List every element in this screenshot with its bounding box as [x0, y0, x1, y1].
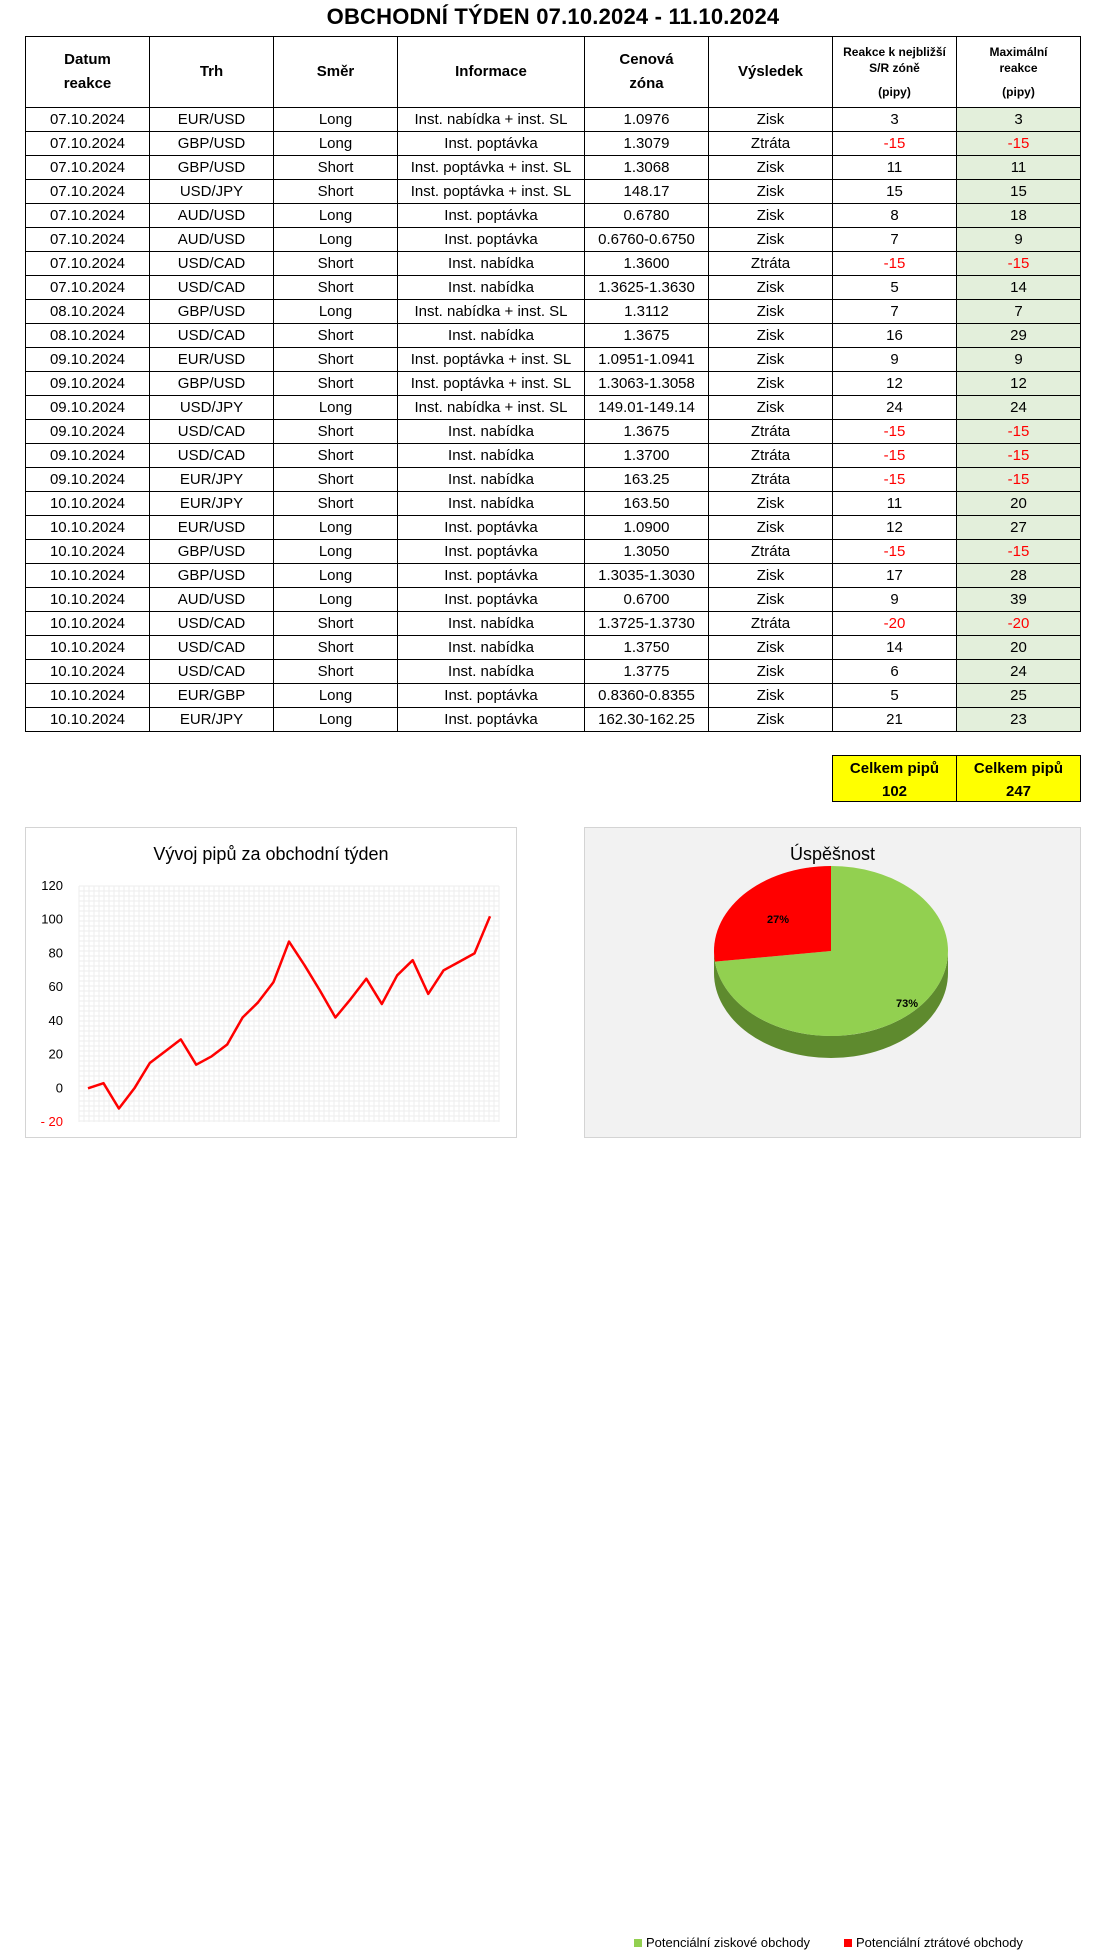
cell-direction: Short	[274, 372, 398, 396]
y-tick-label: 120	[41, 878, 63, 893]
cell-direction: Short	[274, 468, 398, 492]
legend-swatch-loss	[844, 1939, 852, 1947]
cell-direction: Short	[274, 180, 398, 204]
cell-market: USD/CAD	[150, 252, 274, 276]
cell-info: Inst. nabídka	[398, 420, 585, 444]
cell-zone: 1.3068	[585, 156, 709, 180]
cell-info: Inst. poptávka	[398, 228, 585, 252]
cell-date: 09.10.2024	[26, 396, 150, 420]
cell-result: Zisk	[709, 324, 833, 348]
y-tick-label: 80	[49, 945, 63, 960]
cell-reaction: 9	[833, 348, 957, 372]
cell-info: Inst. poptávka	[398, 132, 585, 156]
table-row	[26, 372, 1081, 396]
header-reaction: Reakce k nejbližší S/R zóně (pipy)	[833, 37, 957, 108]
cell-info: Inst. nabídka + inst. SL	[398, 300, 585, 324]
cell-result: Zisk	[709, 660, 833, 684]
cell-info: Inst. nabídka	[398, 324, 585, 348]
cell-info: Inst. nabídka	[398, 276, 585, 300]
cell-market: USD/CAD	[150, 444, 274, 468]
header-result: Výsledek	[709, 37, 833, 108]
cell-zone: 148.17	[585, 180, 709, 204]
header-direction: Směr	[274, 37, 398, 108]
totals-max-value: 247	[957, 780, 1080, 803]
cell-max-reaction: 18	[957, 204, 1081, 228]
pie-chart	[585, 828, 1080, 1098]
cell-direction: Long	[274, 516, 398, 540]
totals-reaction-label: Celkem pipů	[833, 757, 956, 780]
cell-reaction: 21	[833, 708, 957, 732]
cell-market: USD/CAD	[150, 636, 274, 660]
cell-date: 07.10.2024	[26, 132, 150, 156]
cell-result: Zisk	[709, 276, 833, 300]
cell-zone: 0.6760-0.6750	[585, 228, 709, 252]
cell-result: Zisk	[709, 564, 833, 588]
cell-reaction: 7	[833, 300, 957, 324]
table-row	[26, 324, 1081, 348]
cell-date: 07.10.2024	[26, 108, 150, 132]
cell-max-reaction: 27	[957, 516, 1081, 540]
cell-market: GBP/USD	[150, 132, 274, 156]
cell-max-reaction: 20	[957, 636, 1081, 660]
cell-max-reaction: 24	[957, 396, 1081, 420]
cell-zone: 0.6700	[585, 588, 709, 612]
cell-date: 10.10.2024	[26, 636, 150, 660]
table-row	[26, 132, 1081, 156]
cell-result: Zisk	[709, 516, 833, 540]
cell-direction: Short	[274, 612, 398, 636]
cell-max-reaction: -20	[957, 612, 1081, 636]
cell-reaction: 12	[833, 516, 957, 540]
legend-item-win: Potenciální ziskové obchody	[634, 1935, 810, 1950]
cell-result: Zisk	[709, 348, 833, 372]
cell-zone: 1.0951-1.0941	[585, 348, 709, 372]
line-chart	[26, 828, 516, 1137]
cell-zone: 1.3035-1.3030	[585, 564, 709, 588]
cell-result: Zisk	[709, 204, 833, 228]
cell-max-reaction: 39	[957, 588, 1081, 612]
cell-result: Zisk	[709, 708, 833, 732]
cell-info: Inst. poptávka + inst. SL	[398, 156, 585, 180]
cell-result: Ztráta	[709, 444, 833, 468]
cell-reaction: 5	[833, 684, 957, 708]
cell-market: GBP/USD	[150, 300, 274, 324]
cell-result: Ztráta	[709, 468, 833, 492]
cell-result: Zisk	[709, 636, 833, 660]
cell-market: AUD/USD	[150, 204, 274, 228]
pie-chart-title: Úspěšnost	[585, 844, 1080, 865]
cell-zone: 0.8360-0.8355	[585, 684, 709, 708]
cell-info: Inst. nabídka + inst. SL	[398, 108, 585, 132]
cell-result: Ztráta	[709, 540, 833, 564]
cell-market: GBP/USD	[150, 564, 274, 588]
cell-max-reaction: -15	[957, 132, 1081, 156]
cell-date: 10.10.2024	[26, 612, 150, 636]
cell-result: Zisk	[709, 300, 833, 324]
totals-max	[956, 755, 1081, 802]
cell-max-reaction: -15	[957, 252, 1081, 276]
table-row	[26, 156, 1081, 180]
cell-zone: 1.3063-1.3058	[585, 372, 709, 396]
cell-max-reaction: -15	[957, 540, 1081, 564]
cell-info: Inst. nabídka	[398, 660, 585, 684]
table-row	[26, 468, 1081, 492]
cell-market: EUR/USD	[150, 108, 274, 132]
cell-info: Inst. nabídka	[398, 252, 585, 276]
cell-direction: Short	[274, 660, 398, 684]
cell-info: Inst. poptávka	[398, 588, 585, 612]
table-row	[26, 636, 1081, 660]
cell-reaction: -15	[833, 420, 957, 444]
cell-direction: Short	[274, 492, 398, 516]
cell-market: EUR/JPY	[150, 492, 274, 516]
header-zone: Cenová zóna	[585, 37, 709, 108]
cell-date: 09.10.2024	[26, 444, 150, 468]
cell-info: Inst. poptávka + inst. SL	[398, 348, 585, 372]
cell-zone: 1.3750	[585, 636, 709, 660]
cell-direction: Long	[274, 588, 398, 612]
cell-direction: Long	[274, 132, 398, 156]
cell-reaction: 12	[833, 372, 957, 396]
cell-result: Zisk	[709, 492, 833, 516]
trades-table	[25, 36, 1081, 732]
table-row	[26, 588, 1081, 612]
table-row	[26, 708, 1081, 732]
cell-info: Inst. poptávka	[398, 708, 585, 732]
cell-info: Inst. nabídka	[398, 492, 585, 516]
cell-zone: 0.6780	[585, 204, 709, 228]
cell-reaction: -15	[833, 540, 957, 564]
pie-chart-panel	[584, 827, 1081, 1138]
cell-reaction: -15	[833, 444, 957, 468]
cell-zone: 149.01-149.14	[585, 396, 709, 420]
cell-result: Zisk	[709, 228, 833, 252]
legend-swatch-win	[634, 1939, 642, 1947]
cell-max-reaction: 9	[957, 348, 1081, 372]
cell-date: 07.10.2024	[26, 156, 150, 180]
cell-info: Inst. poptávka	[398, 204, 585, 228]
y-tick-label: 20	[49, 1047, 63, 1062]
table-header-row	[26, 37, 1081, 108]
cell-zone: 1.3600	[585, 252, 709, 276]
cell-reaction: 3	[833, 108, 957, 132]
y-tick-label: 100	[41, 912, 63, 927]
cell-zone: 1.3112	[585, 300, 709, 324]
y-tick-label: - 20	[41, 1114, 63, 1129]
cell-max-reaction: 14	[957, 276, 1081, 300]
cell-zone: 1.0976	[585, 108, 709, 132]
cell-reaction: -20	[833, 612, 957, 636]
cell-result: Ztráta	[709, 420, 833, 444]
cell-direction: Short	[274, 324, 398, 348]
cell-market: AUD/USD	[150, 228, 274, 252]
table-row	[26, 108, 1081, 132]
cell-max-reaction: 25	[957, 684, 1081, 708]
cell-zone: 1.3675	[585, 324, 709, 348]
cell-reaction: 24	[833, 396, 957, 420]
cell-reaction: 8	[833, 204, 957, 228]
cell-market: GBP/USD	[150, 156, 274, 180]
cell-direction: Long	[274, 684, 398, 708]
cell-market: USD/CAD	[150, 420, 274, 444]
cell-info: Inst. poptávka + inst. SL	[398, 180, 585, 204]
cell-date: 07.10.2024	[26, 180, 150, 204]
cell-reaction: 14	[833, 636, 957, 660]
cell-date: 07.10.2024	[26, 252, 150, 276]
cell-direction: Long	[274, 396, 398, 420]
cell-date: 09.10.2024	[26, 420, 150, 444]
totals-max-label: Celkem pipů	[957, 757, 1080, 780]
cell-date: 10.10.2024	[26, 660, 150, 684]
table-row	[26, 444, 1081, 468]
cell-zone: 1.3675	[585, 420, 709, 444]
cell-result: Zisk	[709, 684, 833, 708]
cell-reaction: 6	[833, 660, 957, 684]
table-row	[26, 228, 1081, 252]
cell-result: Ztráta	[709, 252, 833, 276]
table-row	[26, 660, 1081, 684]
cell-zone: 1.3625-1.3630	[585, 276, 709, 300]
y-tick-label: 0	[56, 1080, 63, 1095]
pie-label-win: 73%	[896, 998, 918, 1010]
cell-reaction: 5	[833, 276, 957, 300]
cell-market: USD/CAD	[150, 660, 274, 684]
table-row	[26, 492, 1081, 516]
table-row	[26, 180, 1081, 204]
cell-zone: 1.3775	[585, 660, 709, 684]
cell-reaction: 11	[833, 156, 957, 180]
cell-reaction: 17	[833, 564, 957, 588]
cell-market: EUR/USD	[150, 348, 274, 372]
cell-max-reaction: 20	[957, 492, 1081, 516]
table-row	[26, 564, 1081, 588]
pie-label-loss: 27%	[767, 914, 789, 926]
cell-reaction: -15	[833, 252, 957, 276]
cell-market: EUR/JPY	[150, 708, 274, 732]
cell-reaction: -15	[833, 468, 957, 492]
cell-date: 09.10.2024	[26, 468, 150, 492]
cell-zone: 1.3050	[585, 540, 709, 564]
cell-max-reaction: 23	[957, 708, 1081, 732]
table-row	[26, 420, 1081, 444]
cell-max-reaction: 3	[957, 108, 1081, 132]
cell-zone: 163.25	[585, 468, 709, 492]
cell-info: Inst. poptávka	[398, 564, 585, 588]
cell-max-reaction: 7	[957, 300, 1081, 324]
cell-direction: Long	[274, 564, 398, 588]
cell-date: 10.10.2024	[26, 588, 150, 612]
cell-market: GBP/USD	[150, 540, 274, 564]
cell-info: Inst. poptávka	[398, 516, 585, 540]
cell-date: 10.10.2024	[26, 540, 150, 564]
legend-item-loss: Potenciální ztrátové obchody	[844, 1935, 1023, 1950]
cell-max-reaction: 15	[957, 180, 1081, 204]
cell-max-reaction: -15	[957, 468, 1081, 492]
cell-reaction: 15	[833, 180, 957, 204]
cell-result: Ztráta	[709, 132, 833, 156]
table-row	[26, 348, 1081, 372]
cell-direction: Long	[274, 204, 398, 228]
cell-market: USD/JPY	[150, 180, 274, 204]
cell-result: Zisk	[709, 108, 833, 132]
cell-direction: Short	[274, 420, 398, 444]
cell-date: 07.10.2024	[26, 204, 150, 228]
page-title: OBCHODNÍ TÝDEN 07.10.2024 - 11.10.2024	[0, 4, 1106, 30]
cell-market: USD/CAD	[150, 324, 274, 348]
cell-result: Zisk	[709, 180, 833, 204]
cell-date: 10.10.2024	[26, 516, 150, 540]
cell-max-reaction: 12	[957, 372, 1081, 396]
table-row	[26, 204, 1081, 228]
line-chart-panel	[25, 827, 517, 1138]
cell-market: EUR/GBP	[150, 684, 274, 708]
cell-zone: 1.0900	[585, 516, 709, 540]
cell-date: 08.10.2024	[26, 324, 150, 348]
cell-max-reaction: 28	[957, 564, 1081, 588]
y-tick-label: 60	[49, 979, 63, 994]
cell-direction: Short	[274, 444, 398, 468]
pie-legend	[610, 1929, 1106, 1957]
cell-date: 07.10.2024	[26, 276, 150, 300]
cell-date: 09.10.2024	[26, 372, 150, 396]
cell-max-reaction: 24	[957, 660, 1081, 684]
cell-market: AUD/USD	[150, 588, 274, 612]
cell-max-reaction: 9	[957, 228, 1081, 252]
table-row	[26, 612, 1081, 636]
cell-reaction: 9	[833, 588, 957, 612]
header-market: Trh	[150, 37, 274, 108]
cell-market: USD/CAD	[150, 276, 274, 300]
cell-date: 07.10.2024	[26, 228, 150, 252]
cell-info: Inst. poptávka + inst. SL	[398, 372, 585, 396]
cell-max-reaction: -15	[957, 420, 1081, 444]
cell-zone: 1.3079	[585, 132, 709, 156]
cell-date: 08.10.2024	[26, 300, 150, 324]
cell-date: 10.10.2024	[26, 684, 150, 708]
cell-market: EUR/USD	[150, 516, 274, 540]
line-chart-title: Vývoj pipů za obchodní týden	[26, 844, 516, 865]
cell-date: 10.10.2024	[26, 564, 150, 588]
cell-zone: 1.3700	[585, 444, 709, 468]
totals-reaction-value: 102	[833, 780, 956, 803]
cell-date: 10.10.2024	[26, 492, 150, 516]
cell-market: USD/JPY	[150, 396, 274, 420]
header-date: Datum reakce	[26, 37, 150, 108]
table-row	[26, 684, 1081, 708]
cell-reaction: 16	[833, 324, 957, 348]
cell-max-reaction: 29	[957, 324, 1081, 348]
cell-zone: 1.3725-1.3730	[585, 612, 709, 636]
cell-date: 09.10.2024	[26, 348, 150, 372]
header-max-reaction: Maximální reakce (pipy)	[957, 37, 1081, 108]
cell-info: Inst. nabídka	[398, 612, 585, 636]
cell-info: Inst. nabídka	[398, 636, 585, 660]
cell-direction: Long	[274, 708, 398, 732]
cell-info: Inst. nabídka + inst. SL	[398, 396, 585, 420]
cell-direction: Long	[274, 540, 398, 564]
cell-market: USD/CAD	[150, 612, 274, 636]
cell-result: Zisk	[709, 372, 833, 396]
cell-direction: Long	[274, 300, 398, 324]
header-info: Informace	[398, 37, 585, 108]
line-chart-grid	[79, 886, 499, 1122]
cell-direction: Short	[274, 348, 398, 372]
table-row	[26, 300, 1081, 324]
table-row	[26, 516, 1081, 540]
cell-direction: Short	[274, 276, 398, 300]
cell-zone: 162.30-162.25	[585, 708, 709, 732]
cell-direction: Short	[274, 156, 398, 180]
cell-reaction: -15	[833, 132, 957, 156]
cell-result: Zisk	[709, 588, 833, 612]
cell-max-reaction: -15	[957, 444, 1081, 468]
cell-direction: Short	[274, 636, 398, 660]
cell-info: Inst. nabídka	[398, 444, 585, 468]
cell-direction: Long	[274, 228, 398, 252]
table-row	[26, 396, 1081, 420]
cell-market: GBP/USD	[150, 372, 274, 396]
cell-result: Zisk	[709, 396, 833, 420]
cell-result: Ztráta	[709, 612, 833, 636]
y-tick-label: 40	[49, 1013, 63, 1028]
totals-reaction	[832, 755, 957, 802]
cell-direction: Short	[274, 252, 398, 276]
cell-info: Inst. poptávka	[398, 540, 585, 564]
table-row	[26, 276, 1081, 300]
cell-info: Inst. nabídka	[398, 468, 585, 492]
cell-zone: 163.50	[585, 492, 709, 516]
cell-direction: Long	[274, 108, 398, 132]
cell-market: EUR/JPY	[150, 468, 274, 492]
cell-max-reaction: 11	[957, 156, 1081, 180]
table-row	[26, 540, 1081, 564]
table-row	[26, 252, 1081, 276]
cell-result: Zisk	[709, 156, 833, 180]
cell-date: 10.10.2024	[26, 708, 150, 732]
cell-reaction: 7	[833, 228, 957, 252]
cell-reaction: 11	[833, 492, 957, 516]
cell-info: Inst. poptávka	[398, 684, 585, 708]
